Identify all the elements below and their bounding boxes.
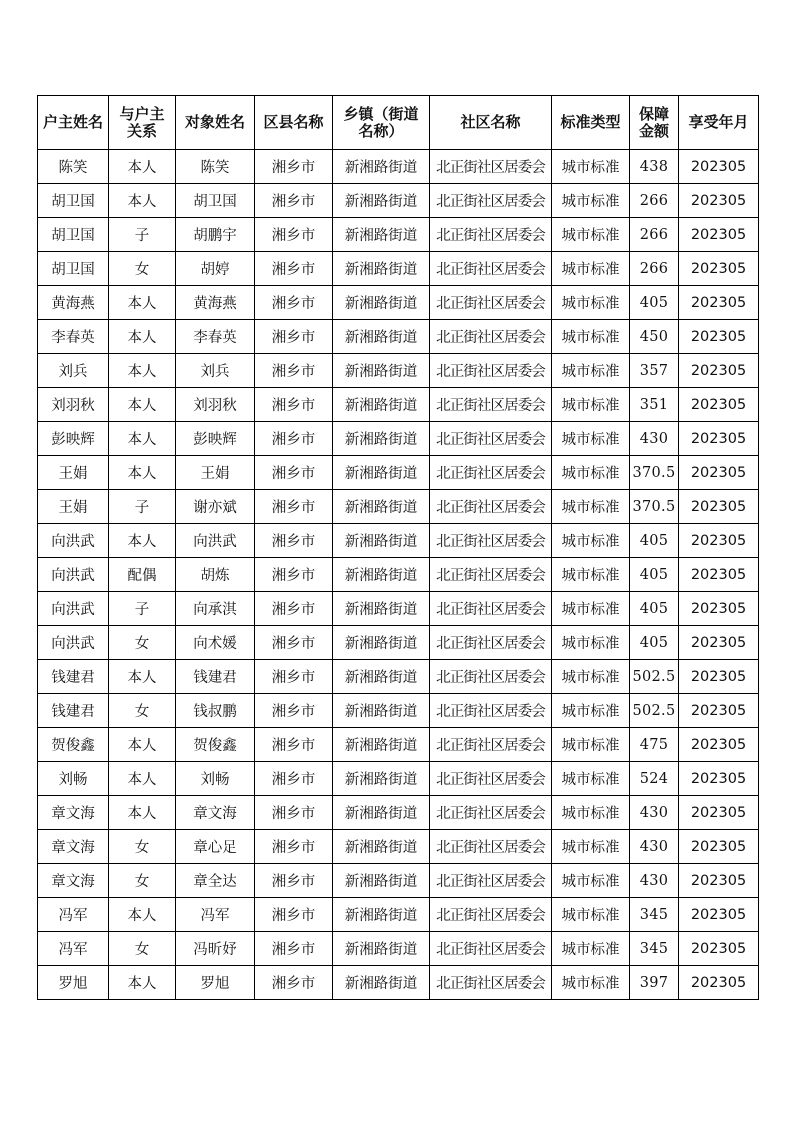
community-cell: 北正街社区居委会 (430, 626, 552, 660)
standard-type-cell: 城市标准 (552, 524, 630, 558)
community-cell: 北正街社区居委会 (430, 898, 552, 932)
township-cell: 新湘路街道 (333, 456, 430, 490)
county-cell: 湘乡市 (255, 660, 333, 694)
amount-cell: 370.5 (630, 490, 679, 524)
householder-name-cell: 向洪武 (38, 558, 109, 592)
amount-cell: 502.5 (630, 660, 679, 694)
standard-type-cell: 城市标准 (552, 660, 630, 694)
table-row (38, 150, 759, 184)
col-header-amount: 保障金额 (630, 96, 679, 150)
relation-cell: 女 (109, 252, 176, 286)
householder-name-cell: 章文海 (38, 864, 109, 898)
month-cell: 202305 (679, 286, 759, 320)
standard-type-cell: 城市标准 (552, 864, 630, 898)
township-cell: 新湘路街道 (333, 320, 430, 354)
standard-type-cell: 城市标准 (552, 694, 630, 728)
community-cell: 北正街社区居委会 (430, 184, 552, 218)
householder-name-cell: 李春英 (38, 320, 109, 354)
county-cell: 湘乡市 (255, 932, 333, 966)
householder-name-cell: 章文海 (38, 830, 109, 864)
householder-name-cell: 向洪武 (38, 592, 109, 626)
county-cell: 湘乡市 (255, 252, 333, 286)
householder-name-cell: 刘畅 (38, 762, 109, 796)
recipient-name-cell: 胡鹏宇 (176, 218, 255, 252)
standard-type-cell: 城市标准 (552, 592, 630, 626)
county-cell: 湘乡市 (255, 490, 333, 524)
table-row (38, 966, 759, 1000)
recipient-name-cell: 黄海燕 (176, 286, 255, 320)
table-row (38, 456, 759, 490)
county-cell: 湘乡市 (255, 966, 333, 1000)
amount-cell: 430 (630, 796, 679, 830)
householder-name-cell: 冯军 (38, 932, 109, 966)
table-row (38, 286, 759, 320)
county-cell: 湘乡市 (255, 830, 333, 864)
beneficiary-table (37, 95, 759, 1000)
township-cell: 新湘路街道 (333, 524, 430, 558)
table-row (38, 762, 759, 796)
amount-cell: 405 (630, 286, 679, 320)
standard-type-cell: 城市标准 (552, 422, 630, 456)
col-header-county: 区县名称 (255, 96, 333, 150)
table-row (38, 864, 759, 898)
community-cell: 北正街社区居委会 (430, 388, 552, 422)
month-cell: 202305 (679, 660, 759, 694)
householder-name-cell: 冯军 (38, 898, 109, 932)
amount-cell: 475 (630, 728, 679, 762)
householder-name-cell: 黄海燕 (38, 286, 109, 320)
community-cell: 北正街社区居委会 (430, 558, 552, 592)
amount-cell: 345 (630, 932, 679, 966)
county-cell: 湘乡市 (255, 150, 333, 184)
standard-type-cell: 城市标准 (552, 490, 630, 524)
relation-cell: 女 (109, 830, 176, 864)
relation-cell: 女 (109, 626, 176, 660)
table-row (38, 898, 759, 932)
community-cell: 北正街社区居委会 (430, 320, 552, 354)
relation-cell: 本人 (109, 150, 176, 184)
month-cell: 202305 (679, 830, 759, 864)
county-cell: 湘乡市 (255, 286, 333, 320)
township-cell: 新湘路街道 (333, 286, 430, 320)
month-cell: 202305 (679, 388, 759, 422)
householder-name-cell: 王娟 (38, 456, 109, 490)
recipient-name-cell: 章全达 (176, 864, 255, 898)
township-cell: 新湘路街道 (333, 660, 430, 694)
amount-cell: 430 (630, 830, 679, 864)
amount-cell: 430 (630, 422, 679, 456)
table-row (38, 592, 759, 626)
county-cell: 湘乡市 (255, 422, 333, 456)
township-cell: 新湘路街道 (333, 422, 430, 456)
township-cell: 新湘路街道 (333, 354, 430, 388)
relation-cell: 本人 (109, 286, 176, 320)
recipient-name-cell: 向洪武 (176, 524, 255, 558)
standard-type-cell: 城市标准 (552, 728, 630, 762)
relation-cell: 本人 (109, 524, 176, 558)
relation-cell: 本人 (109, 966, 176, 1000)
standard-type-cell: 城市标准 (552, 184, 630, 218)
community-cell: 北正街社区居委会 (430, 796, 552, 830)
township-cell: 新湘路街道 (333, 184, 430, 218)
col-header-relation: 与户主关系 (109, 96, 176, 150)
householder-name-cell: 向洪武 (38, 524, 109, 558)
col-header-community: 社区名称 (430, 96, 552, 150)
community-cell: 北正街社区居委会 (430, 592, 552, 626)
month-cell: 202305 (679, 184, 759, 218)
householder-name-cell: 章文海 (38, 796, 109, 830)
householder-name-cell: 钱建君 (38, 660, 109, 694)
relation-cell: 子 (109, 218, 176, 252)
community-cell: 北正街社区居委会 (430, 966, 552, 1000)
relation-cell: 本人 (109, 354, 176, 388)
relation-cell: 女 (109, 694, 176, 728)
standard-type-cell: 城市标准 (552, 898, 630, 932)
header-row (38, 96, 759, 150)
month-cell: 202305 (679, 558, 759, 592)
township-cell: 新湘路街道 (333, 762, 430, 796)
recipient-name-cell: 向术媛 (176, 626, 255, 660)
householder-name-cell: 陈笑 (38, 150, 109, 184)
standard-type-cell: 城市标准 (552, 626, 630, 660)
month-cell: 202305 (679, 728, 759, 762)
table-row (38, 320, 759, 354)
table-row (38, 388, 759, 422)
amount-cell: 450 (630, 320, 679, 354)
recipient-name-cell: 罗旭 (176, 966, 255, 1000)
table-row (38, 694, 759, 728)
table-row (38, 252, 759, 286)
township-cell: 新湘路街道 (333, 966, 430, 1000)
relation-cell: 本人 (109, 320, 176, 354)
relation-cell: 本人 (109, 796, 176, 830)
standard-type-cell: 城市标准 (552, 286, 630, 320)
month-cell: 202305 (679, 354, 759, 388)
table-row (38, 796, 759, 830)
relation-cell: 子 (109, 490, 176, 524)
amount-cell: 438 (630, 150, 679, 184)
month-cell: 202305 (679, 422, 759, 456)
month-cell: 202305 (679, 490, 759, 524)
township-cell: 新湘路街道 (333, 490, 430, 524)
table-row (38, 422, 759, 456)
recipient-name-cell: 刘兵 (176, 354, 255, 388)
community-cell: 北正街社区居委会 (430, 864, 552, 898)
county-cell: 湘乡市 (255, 456, 333, 490)
township-cell: 新湘路街道 (333, 592, 430, 626)
householder-name-cell: 贺俊鑫 (38, 728, 109, 762)
township-cell: 新湘路街道 (333, 694, 430, 728)
standard-type-cell: 城市标准 (552, 762, 630, 796)
standard-type-cell: 城市标准 (552, 796, 630, 830)
county-cell: 湘乡市 (255, 218, 333, 252)
county-cell: 湘乡市 (255, 796, 333, 830)
community-cell: 北正街社区居委会 (430, 490, 552, 524)
recipient-name-cell: 王娟 (176, 456, 255, 490)
table-row (38, 490, 759, 524)
amount-cell: 502.5 (630, 694, 679, 728)
county-cell: 湘乡市 (255, 898, 333, 932)
recipient-name-cell: 陈笑 (176, 150, 255, 184)
community-cell: 北正街社区居委会 (430, 660, 552, 694)
amount-cell: 357 (630, 354, 679, 388)
table-row (38, 354, 759, 388)
month-cell: 202305 (679, 898, 759, 932)
community-cell: 北正街社区居委会 (430, 218, 552, 252)
amount-cell: 430 (630, 864, 679, 898)
month-cell: 202305 (679, 150, 759, 184)
community-cell: 北正街社区居委会 (430, 524, 552, 558)
township-cell: 新湘路街道 (333, 728, 430, 762)
month-cell: 202305 (679, 694, 759, 728)
col-header-standard-type: 标准类型 (552, 96, 630, 150)
community-cell: 北正街社区居委会 (430, 694, 552, 728)
recipient-name-cell: 胡婷 (176, 252, 255, 286)
township-cell: 新湘路街道 (333, 626, 430, 660)
table-row (38, 626, 759, 660)
community-cell: 北正街社区居委会 (430, 422, 552, 456)
month-cell: 202305 (679, 864, 759, 898)
month-cell: 202305 (679, 626, 759, 660)
relation-cell: 本人 (109, 660, 176, 694)
standard-type-cell: 城市标准 (552, 932, 630, 966)
recipient-name-cell: 李春英 (176, 320, 255, 354)
county-cell: 湘乡市 (255, 694, 333, 728)
amount-cell: 524 (630, 762, 679, 796)
county-cell: 湘乡市 (255, 626, 333, 660)
community-cell: 北正街社区居委会 (430, 252, 552, 286)
table-body (38, 150, 759, 1000)
township-cell: 新湘路街道 (333, 388, 430, 422)
amount-cell: 405 (630, 558, 679, 592)
county-cell: 湘乡市 (255, 762, 333, 796)
community-cell: 北正街社区居委会 (430, 354, 552, 388)
township-cell: 新湘路街道 (333, 252, 430, 286)
householder-name-cell: 胡卫国 (38, 252, 109, 286)
month-cell: 202305 (679, 966, 759, 1000)
table-header (38, 96, 759, 150)
table-row (38, 660, 759, 694)
township-cell: 新湘路街道 (333, 864, 430, 898)
table-row (38, 558, 759, 592)
county-cell: 湘乡市 (255, 592, 333, 626)
township-cell: 新湘路街道 (333, 932, 430, 966)
township-cell: 新湘路街道 (333, 796, 430, 830)
standard-type-cell: 城市标准 (552, 320, 630, 354)
recipient-name-cell: 谢亦斌 (176, 490, 255, 524)
recipient-name-cell: 胡卫国 (176, 184, 255, 218)
township-cell: 新湘路街道 (333, 218, 430, 252)
table-row (38, 728, 759, 762)
county-cell: 湘乡市 (255, 728, 333, 762)
month-cell: 202305 (679, 592, 759, 626)
recipient-name-cell: 向承淇 (176, 592, 255, 626)
recipient-name-cell: 冯昕妤 (176, 932, 255, 966)
month-cell: 202305 (679, 252, 759, 286)
relation-cell: 女 (109, 864, 176, 898)
amount-cell: 405 (630, 626, 679, 660)
amount-cell: 266 (630, 184, 679, 218)
recipient-name-cell: 彭映辉 (176, 422, 255, 456)
community-cell: 北正街社区居委会 (430, 150, 552, 184)
amount-cell: 405 (630, 524, 679, 558)
recipient-name-cell: 章文海 (176, 796, 255, 830)
month-cell: 202305 (679, 456, 759, 490)
householder-name-cell: 罗旭 (38, 966, 109, 1000)
recipient-name-cell: 刘畅 (176, 762, 255, 796)
householder-name-cell: 向洪武 (38, 626, 109, 660)
householder-name-cell: 刘羽秋 (38, 388, 109, 422)
township-cell: 新湘路街道 (333, 150, 430, 184)
community-cell: 北正街社区居委会 (430, 456, 552, 490)
recipient-name-cell: 冯军 (176, 898, 255, 932)
relation-cell: 本人 (109, 184, 176, 218)
standard-type-cell: 城市标准 (552, 966, 630, 1000)
col-header-month: 享受年月 (679, 96, 759, 150)
county-cell: 湘乡市 (255, 558, 333, 592)
relation-cell: 本人 (109, 422, 176, 456)
community-cell: 北正街社区居委会 (430, 762, 552, 796)
col-header-township: 乡镇（街道名称） (333, 96, 430, 150)
month-cell: 202305 (679, 932, 759, 966)
householder-name-cell: 刘兵 (38, 354, 109, 388)
standard-type-cell: 城市标准 (552, 218, 630, 252)
township-cell: 新湘路街道 (333, 558, 430, 592)
month-cell: 202305 (679, 320, 759, 354)
county-cell: 湘乡市 (255, 354, 333, 388)
householder-name-cell: 彭映辉 (38, 422, 109, 456)
amount-cell: 405 (630, 592, 679, 626)
table-row (38, 524, 759, 558)
relation-cell: 本人 (109, 456, 176, 490)
table-row (38, 932, 759, 966)
amount-cell: 397 (630, 966, 679, 1000)
relation-cell: 女 (109, 932, 176, 966)
relation-cell: 本人 (109, 762, 176, 796)
community-cell: 北正街社区居委会 (430, 932, 552, 966)
recipient-name-cell: 刘羽秋 (176, 388, 255, 422)
township-cell: 新湘路街道 (333, 898, 430, 932)
amount-cell: 351 (630, 388, 679, 422)
recipient-name-cell: 胡炼 (176, 558, 255, 592)
householder-name-cell: 钱建君 (38, 694, 109, 728)
standard-type-cell: 城市标准 (552, 388, 630, 422)
standard-type-cell: 城市标准 (552, 456, 630, 490)
recipient-name-cell: 钱叔鹏 (176, 694, 255, 728)
householder-name-cell: 胡卫国 (38, 184, 109, 218)
standard-type-cell: 城市标准 (552, 558, 630, 592)
standard-type-cell: 城市标准 (552, 150, 630, 184)
county-cell: 湘乡市 (255, 320, 333, 354)
community-cell: 北正街社区居委会 (430, 286, 552, 320)
relation-cell: 配偶 (109, 558, 176, 592)
county-cell: 湘乡市 (255, 524, 333, 558)
col-header-householder-name: 户主姓名 (38, 96, 109, 150)
relation-cell: 子 (109, 592, 176, 626)
month-cell: 202305 (679, 524, 759, 558)
community-cell: 北正街社区居委会 (430, 830, 552, 864)
table-row (38, 830, 759, 864)
recipient-name-cell: 章心足 (176, 830, 255, 864)
table-row (38, 218, 759, 252)
householder-name-cell: 胡卫国 (38, 218, 109, 252)
relation-cell: 本人 (109, 388, 176, 422)
county-cell: 湘乡市 (255, 864, 333, 898)
county-cell: 湘乡市 (255, 184, 333, 218)
month-cell: 202305 (679, 218, 759, 252)
month-cell: 202305 (679, 762, 759, 796)
standard-type-cell: 城市标准 (552, 354, 630, 388)
township-cell: 新湘路街道 (333, 830, 430, 864)
col-header-recipient-name: 对象姓名 (176, 96, 255, 150)
community-cell: 北正街社区居委会 (430, 728, 552, 762)
amount-cell: 345 (630, 898, 679, 932)
recipient-name-cell: 贺俊鑫 (176, 728, 255, 762)
amount-cell: 266 (630, 252, 679, 286)
recipient-name-cell: 钱建君 (176, 660, 255, 694)
householder-name-cell: 王娟 (38, 490, 109, 524)
amount-cell: 370.5 (630, 456, 679, 490)
relation-cell: 本人 (109, 728, 176, 762)
standard-type-cell: 城市标准 (552, 830, 630, 864)
county-cell: 湘乡市 (255, 388, 333, 422)
table-row (38, 184, 759, 218)
month-cell: 202305 (679, 796, 759, 830)
amount-cell: 266 (630, 218, 679, 252)
standard-type-cell: 城市标准 (552, 252, 630, 286)
relation-cell: 本人 (109, 898, 176, 932)
